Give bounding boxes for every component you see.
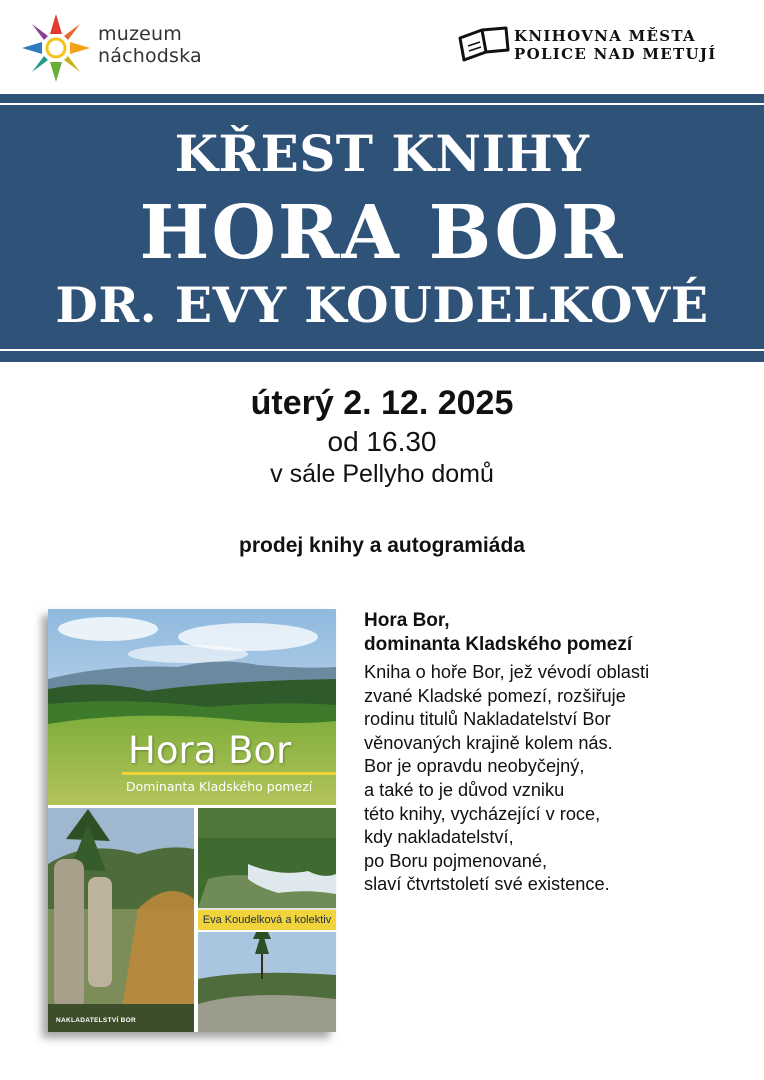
library-logo-line2: POLICE NAD METUJÍ	[514, 45, 717, 63]
description-line: Kniha o hoře Bor, jež vévodí oblasti	[364, 662, 650, 682]
banner-book-title: HORA BOR	[139, 190, 625, 276]
open-book-icon	[456, 24, 512, 64]
event-time: od 16.30	[327, 426, 437, 457]
book-cover-image	[48, 609, 336, 1032]
muzeum-nachodska-logo	[20, 12, 240, 84]
book-cover-artwork	[48, 609, 336, 1032]
banner-top-rule	[0, 103, 764, 105]
event-date: úterý 2. 12. 2025	[250, 384, 514, 422]
event-place: v sále Pellyho domů	[270, 460, 494, 488]
banner-author: DR. EVY KOUDELKOVÉ	[55, 276, 709, 334]
book-description	[364, 609, 754, 897]
museum-logo-line1: muzeum	[98, 23, 182, 45]
description-line: zvané Kladské pomezí, rozšiřuje	[364, 685, 626, 706]
description-line: kdy nakladatelství,	[364, 827, 514, 848]
title-banner	[0, 94, 764, 362]
description-line: Bor je opravdu neobyčejný,	[364, 756, 585, 777]
cover-author: Eva Koudelková a kolektiv	[198, 910, 336, 930]
cover-subtitle: Dominanta Kladského pomezí	[126, 779, 313, 794]
cover-title: Hora Bor	[128, 729, 292, 772]
library-logo-line1: KNIHOVNA MĚSTA	[514, 27, 696, 45]
knihovna-logo	[456, 22, 746, 72]
colorful-star-icon	[20, 12, 92, 84]
banner-bottom-rule	[0, 349, 764, 351]
description-line: slaví čtvrtstoletí své existence.	[364, 874, 610, 895]
description-line: věnovaných krajině kolem nás.	[364, 732, 613, 753]
museum-logo-line2: náchodska	[98, 45, 202, 67]
description-heading-1: Hora Bor,	[364, 610, 450, 631]
event-program: prodej knihy a autogramiáda	[239, 534, 525, 557]
description-line: po Boru pojmenované,	[364, 850, 548, 871]
description-line: rodinu titulů Nakladatelství Bor	[364, 709, 611, 730]
description-text	[364, 661, 754, 897]
description-line: této knihy, vycházející v roce,	[364, 803, 601, 824]
cover-publisher: NAKLADATELSTVÍ BOR	[56, 1017, 137, 1024]
description-heading-2: dominanta Kladského pomezí	[364, 634, 633, 655]
description-line: a také to je důvod vzniku	[364, 779, 565, 800]
banner-line-1: KŘEST KNIHY	[174, 124, 590, 183]
